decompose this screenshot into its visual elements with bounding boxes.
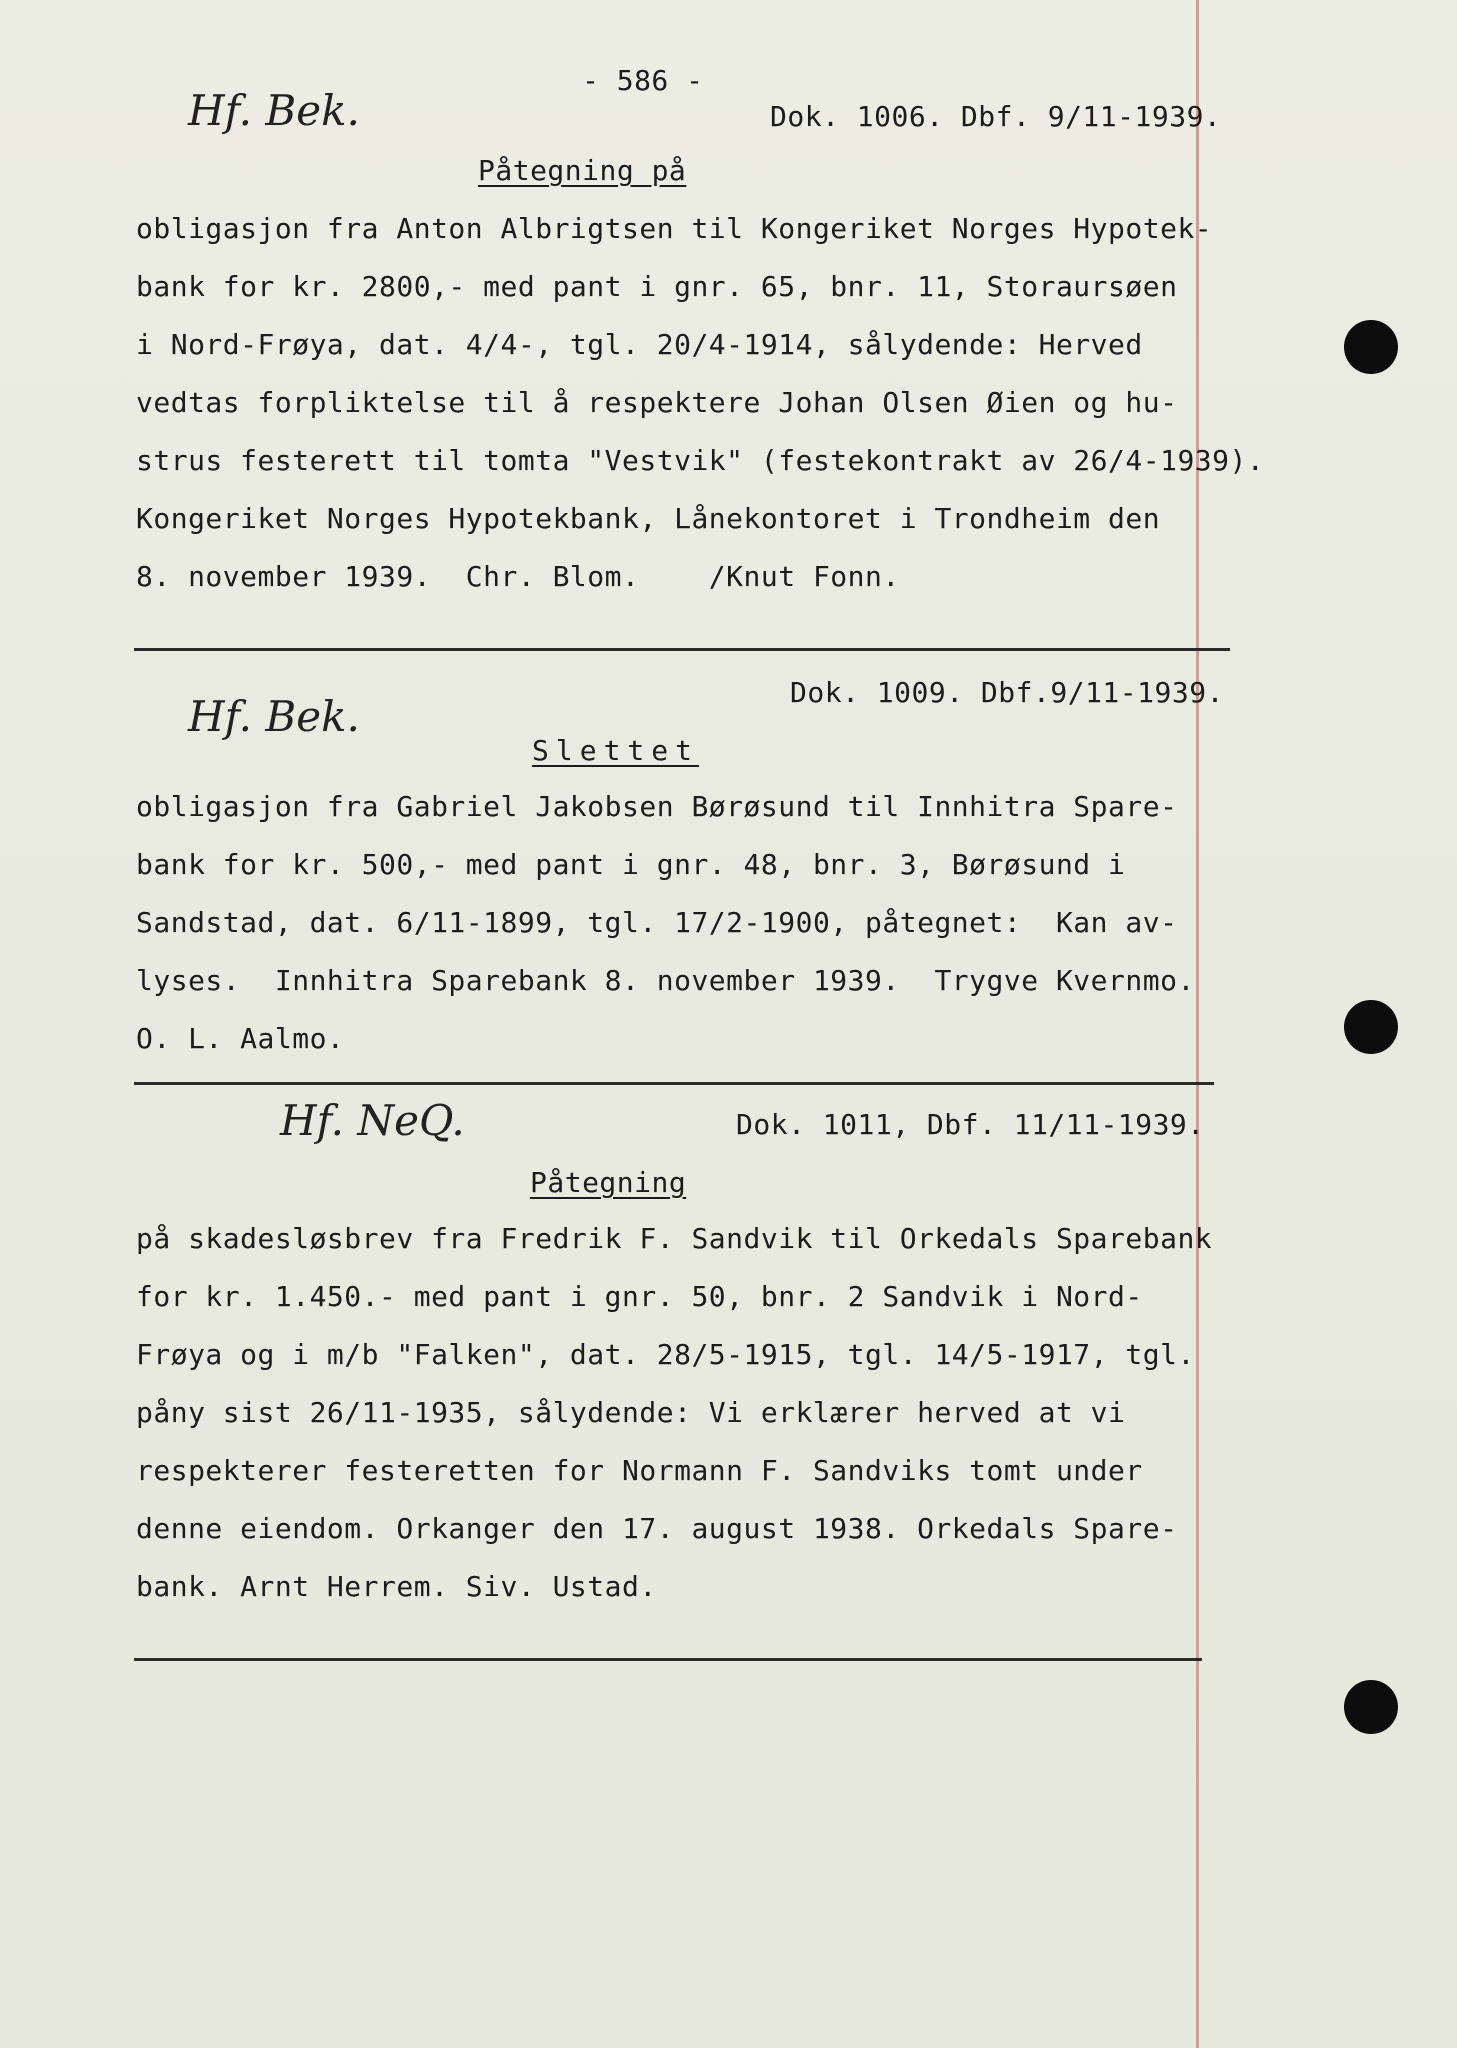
text-line: vedtas forpliktelse til å respektere Johan Olsen Øien og hu-: [136, 386, 1178, 419]
text-line: bank for kr. 2800,- med pant i gnr. 65, bnr. 11, Storaursøen: [136, 270, 1178, 303]
text-line: strus festerett til tomta "Vestvik" (festekontrakt av 26/4-1939).: [136, 444, 1265, 477]
page-number: - 586 -: [582, 64, 704, 97]
text-line: bank. Arnt Herrem. Siv. Ustad.: [136, 1570, 657, 1603]
entry-heading: Påtegning på: [478, 154, 687, 187]
entry-separator: [134, 1082, 1214, 1085]
margin-note: Hf. Bek.: [188, 86, 360, 135]
text-line: Sandstad, dat. 6/11-1899, tgl. 17/2-1900, påtegnet: Kan av-: [136, 906, 1178, 939]
punch-hole-top: [1344, 320, 1398, 374]
margin-note: Hf. NeQ.: [280, 1096, 465, 1145]
document-reference: Dok. 1009. Dbf.9/11-1939.: [790, 676, 1224, 709]
text-line: på skadesløsbrev fra Fredrik F. Sandvik til Orkedals Sparebank: [136, 1222, 1213, 1255]
text-line: for kr. 1.450.- med pant i gnr. 50, bnr. 2 Sandvik i Nord-: [136, 1280, 1143, 1313]
entry-heading: Slettet: [532, 734, 700, 767]
entry-heading: Påtegning: [530, 1166, 687, 1199]
document-reference: Dok. 1006. Dbf. 9/11-1939.: [770, 100, 1222, 133]
text-line: bank for kr. 500,- med pant i gnr. 48, bnr. 3, Børøsund i: [136, 848, 1126, 881]
entry-separator: [134, 648, 1230, 651]
punch-hole-middle: [1344, 1000, 1398, 1054]
margin-note: Hf. Bek.: [188, 692, 360, 741]
punch-hole-bottom: [1344, 1680, 1398, 1734]
text-line: respekterer festeretten for Normann F. Sandviks tomt under: [136, 1454, 1143, 1487]
text-line: obligasjon fra Anton Albrigtsen til Kongeriket Norges Hypotek-: [136, 212, 1213, 245]
text-line: obligasjon fra Gabriel Jakobsen Børøsund til Innhitra Spare-: [136, 790, 1178, 823]
document-reference: Dok. 1011, Dbf. 11/11-1939.: [736, 1108, 1205, 1141]
text-line: Kongeriket Norges Hypotekbank, Lånekontoret i Trondheim den: [136, 502, 1161, 535]
text-line: O. L. Aalmo.: [136, 1022, 345, 1055]
text-line: denne eiendom. Orkanger den 17. august 1938. Orkedals Spare-: [136, 1512, 1178, 1545]
entry-separator: [134, 1658, 1202, 1661]
text-line: 8. november 1939. Chr. Blom. /Knut Fonn.: [136, 560, 900, 593]
text-line: påny sist 26/11-1935, sålydende: Vi erklærer herved at vi: [136, 1396, 1126, 1429]
text-line: i Nord-Frøya, dat. 4/4-, tgl. 20/4-1914, sålydende: Herved: [136, 328, 1143, 361]
text-line: Frøya og i m/b "Falken", dat. 28/5-1915, tgl. 14/5-1917, tgl.: [136, 1338, 1195, 1371]
text-line: lyses. Innhitra Sparebank 8. november 1939. Trygve Kvernmo.: [136, 964, 1195, 997]
margin-rule: [1196, 0, 1199, 2048]
